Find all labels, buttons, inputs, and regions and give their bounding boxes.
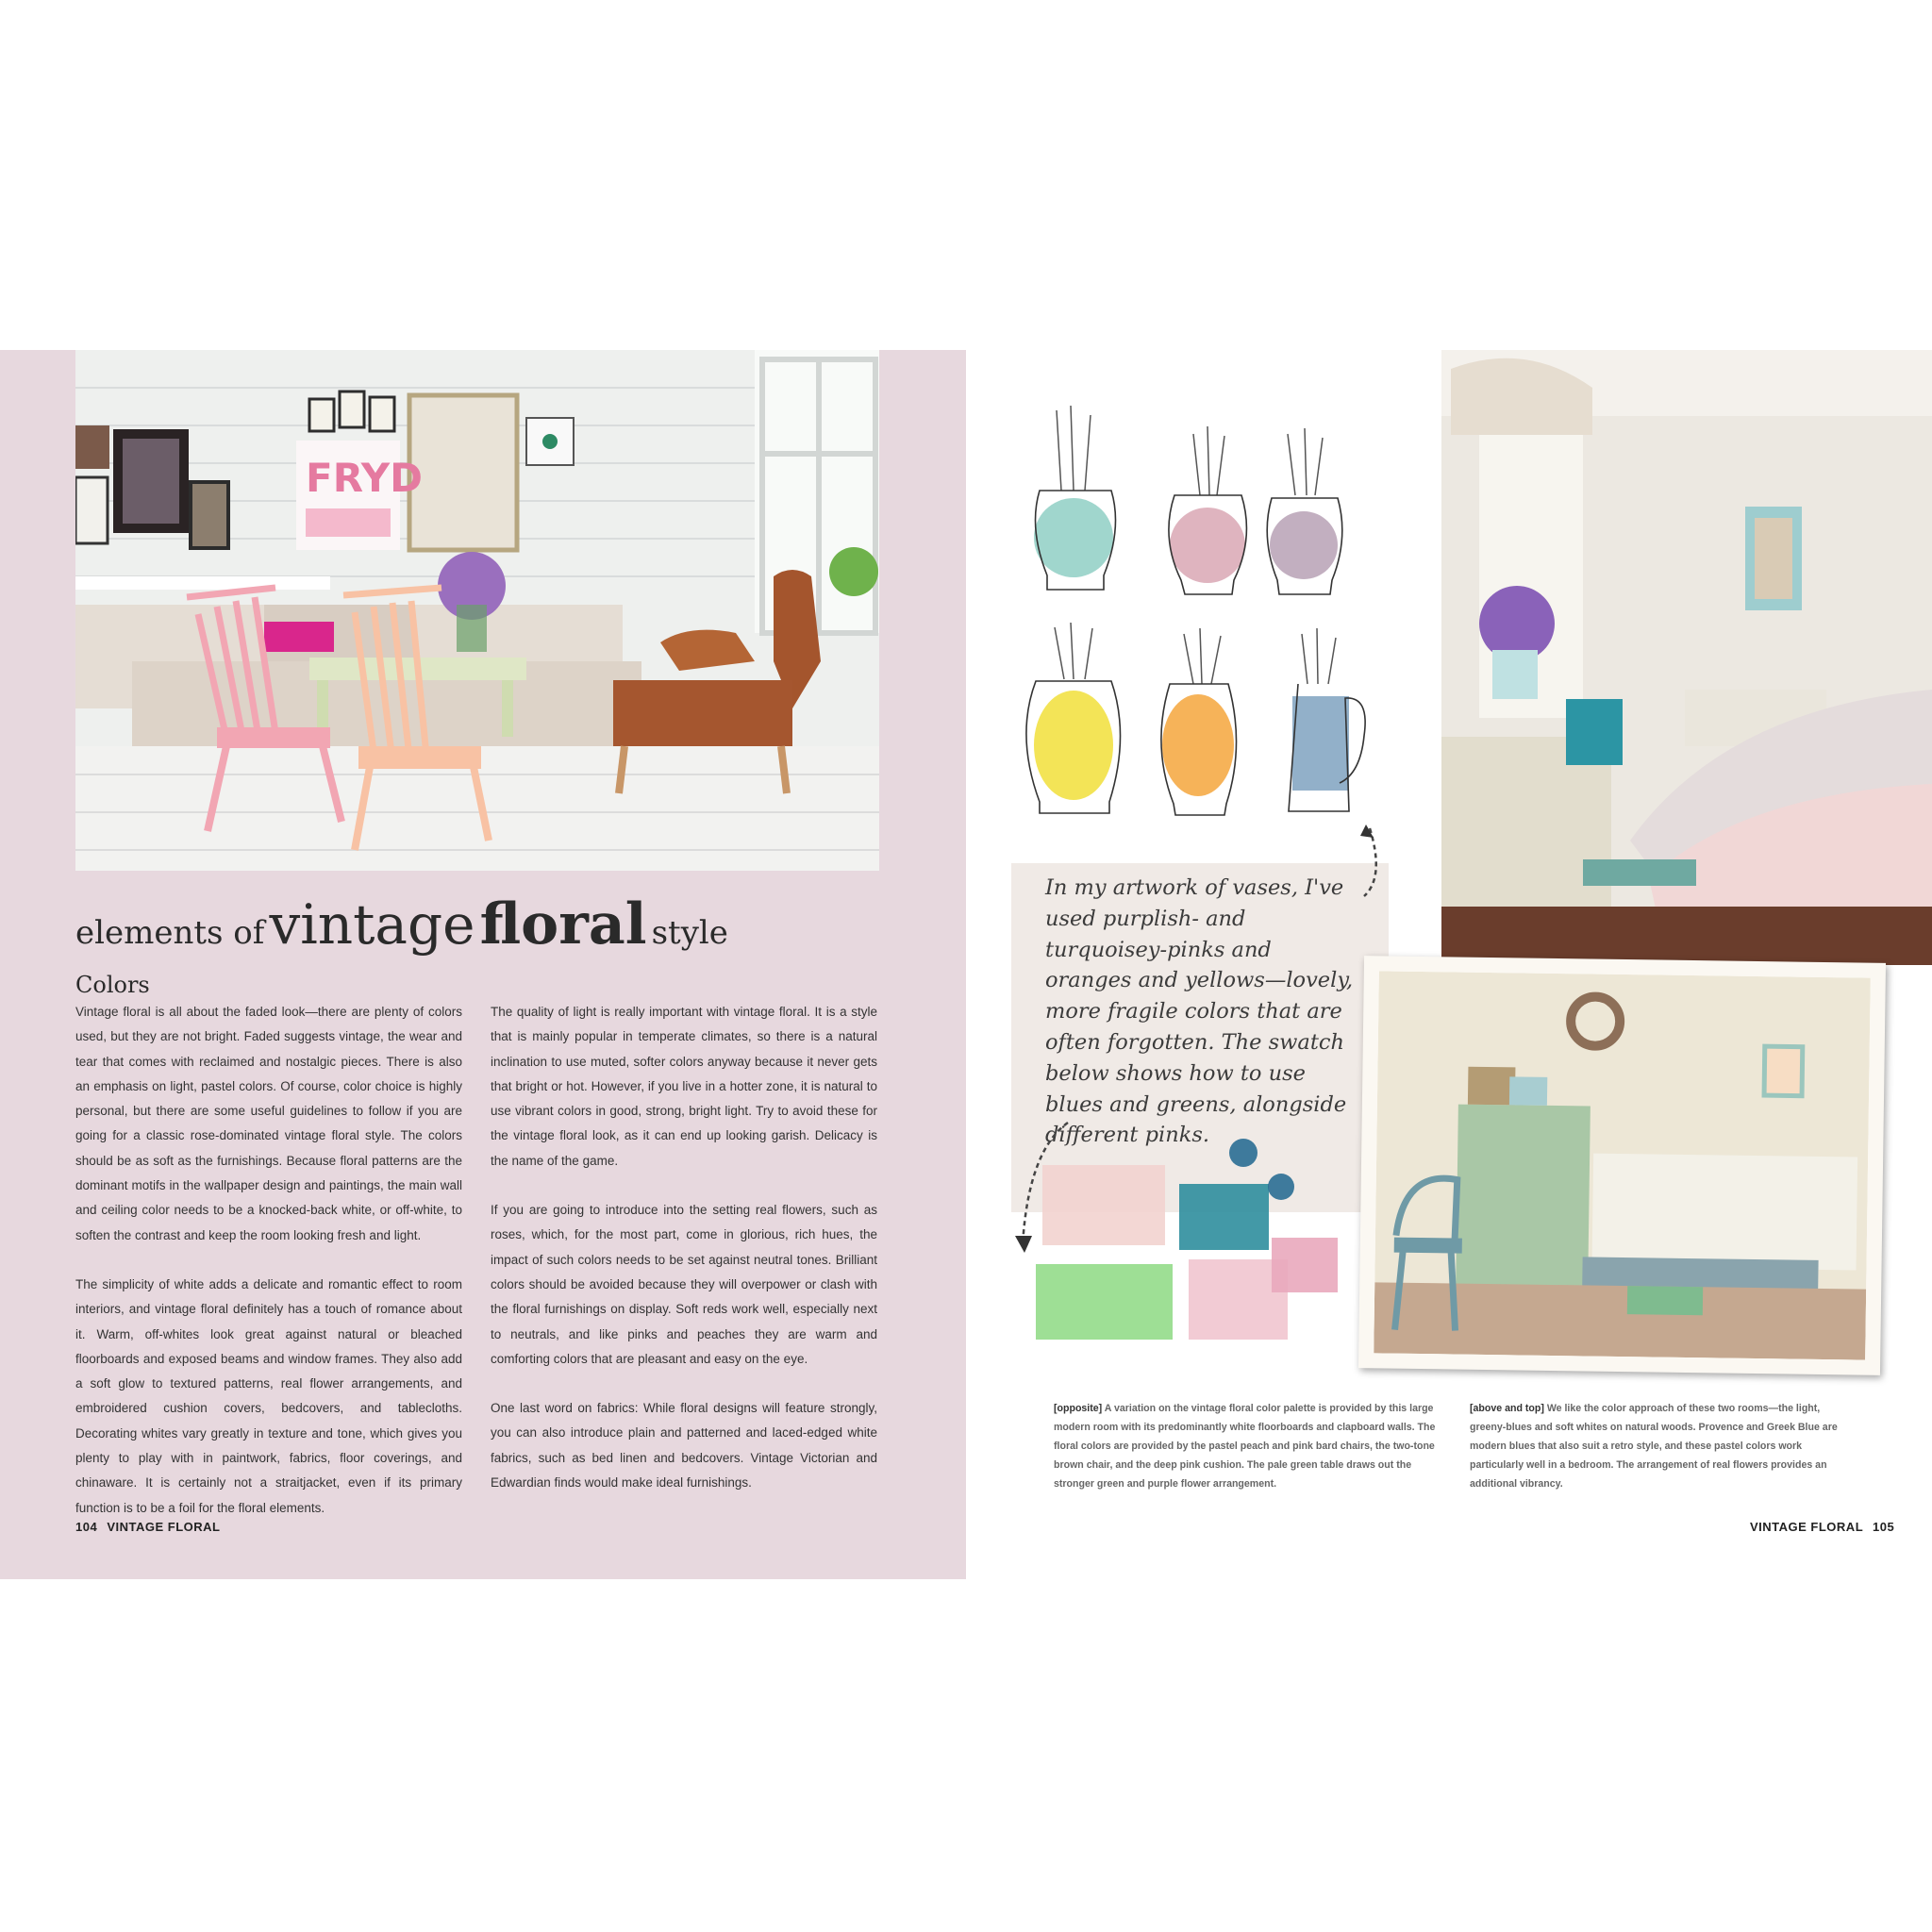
curved-arrow-icon bbox=[1009, 821, 1406, 1255]
vase-swatch bbox=[1170, 508, 1245, 583]
left-folio-title: VINTAGE FLORAL bbox=[107, 1520, 221, 1534]
vase-swatch bbox=[1292, 696, 1349, 791]
fryd-sign-text: FRYD bbox=[306, 455, 424, 501]
headline-part-floral: floral bbox=[479, 891, 647, 958]
bedroom-photo-polaroid bbox=[1358, 956, 1886, 1375]
left-page-number: 104 bbox=[75, 1520, 98, 1534]
headline-part-elements-of: elements of bbox=[75, 914, 265, 952]
right-folio-title: VINTAGE FLORAL bbox=[1750, 1520, 1863, 1534]
caption-opposite bbox=[1054, 1399, 1441, 1493]
vase-artwork bbox=[1019, 396, 1415, 830]
caption-above-and-top bbox=[1470, 1399, 1857, 1493]
vase-swatch bbox=[1162, 694, 1234, 796]
right-page-number: 105 bbox=[1873, 1520, 1895, 1534]
artwork-note-text: In my artwork of vases, I've used purplish- and turquoisey-pinks and oranges and yellows—lovely, more fragile colors that are often forgotten. The swatch below shows how to use blues and greens, alongside different pinks. bbox=[1045, 875, 1354, 1148]
colors-subheading: Colors bbox=[75, 972, 150, 998]
body-paragraph: The quality of light is really important with vintage floral. It is a style that is mainly popular in temperate climates, so there is a natural inclination to use muted, softer colors anyway because it never gets that bright or hot. However, if you live in a hotter zone, it is natural to use vibrant colors in good, strong, bright light. Try to avoid these for the vintage floral look, as it can end up looking garish. Delicacy is the name of the game. bbox=[491, 1005, 877, 1168]
vase-swatch bbox=[1270, 511, 1338, 579]
vase-swatch bbox=[1034, 691, 1113, 800]
headline-part-vintage: vintage bbox=[269, 892, 475, 957]
body-paragraph: One last word on fabrics: While floral designs will feature strongly, you can also introduce plain and patterned and laced-edged white fabrics, such as bed linen and bedcovers. Vintage Victorian and Edwardian finds would make ideal furnishings. bbox=[491, 1401, 877, 1491]
body-column-1 bbox=[75, 1000, 462, 1545]
left-folio bbox=[75, 1520, 220, 1534]
caption-text: A variation on the vintage floral color palette is provided by this large modern room with its predominantly white floorboards and clapboard walls. The floral colors are provided by the pastel peach and pink bard chairs, the two-tone brown chair, and the deep pink cushion. The pale green table draws out the stronger green and purple flower arrangement. bbox=[1054, 1403, 1436, 1490]
living-room-photo bbox=[75, 350, 879, 871]
paint-swatch bbox=[1036, 1264, 1173, 1340]
caption-tag: [above and top] bbox=[1470, 1403, 1544, 1414]
body-paragraph: Vintage floral is all about the faded look—there are plenty of colors used, but they are not bright. Faded suggests vintage, the wear and tear that comes with reclaimed and nostalgic pieces. There is also an emphasis on light, pastel colors. Of course, color choice is highly personal, but there are some useful guidelines to follow if you are going for a classic rose-dominated vintage floral style. The colors should be as soft as the furnishings. Because floral patterns are the dominant motifs in the wallpaper design and paintings, the main wall and ceiling color needs to be a knocked-back white, or off-white, to soften the contrast and keep the room looking fresh and light. bbox=[75, 1005, 462, 1242]
caption-tag: [opposite] bbox=[1054, 1403, 1103, 1414]
body-paragraph: The simplicity of white adds a delicate and romantic effect to room interiors, and vintage floral definitely has a touch of romance about it. Warm, off-whites look great against natural or bleached floorboards and exposed beams and window frames. They also add a soft glow to textured patterns, real flower arrangements, and embroidered cushion covers, bedcovers, and tablecloths. Decorating whites vary greatly in texture and tone, which gives you plenty to play with in paintwork, fabrics, floor coverings, and chinaware. It is certainly not a straitjacket, even if its primary function is to be a foil for the floral elements. bbox=[75, 1276, 462, 1515]
vase-swatches bbox=[1034, 498, 1349, 800]
vase-swatch bbox=[1034, 498, 1113, 577]
bedroom-photo-top bbox=[1441, 350, 1932, 965]
body-paragraph: If you are going to introduce into the setting real flowers, such as roses, which, for the most part, come in glorious, rich hues, the impact of such colors needs to be set against neutral tones. Brilliant colors should be avoided because they will overpower or clash with the floral furnishings on display. Soft reds work well, especially next to neutrals, and like pinks and peaches they are warm and comforting colors that are pleasant and easy on the eye. bbox=[491, 1203, 877, 1366]
right-folio bbox=[1750, 1520, 1900, 1534]
body-column-2 bbox=[491, 1000, 877, 1520]
caption-text: We like the color approach of these two rooms—the light, greeny-blues and soft whites on natural woods. Provence and Greek Blue are modern blues that also suit a retro style, and these pastel colors work particularly well in a bedroom. The arrangement of real flowers provides an additional vibrancy. bbox=[1470, 1403, 1838, 1490]
headline-part-style: style bbox=[651, 914, 728, 952]
section-headline bbox=[75, 891, 906, 958]
